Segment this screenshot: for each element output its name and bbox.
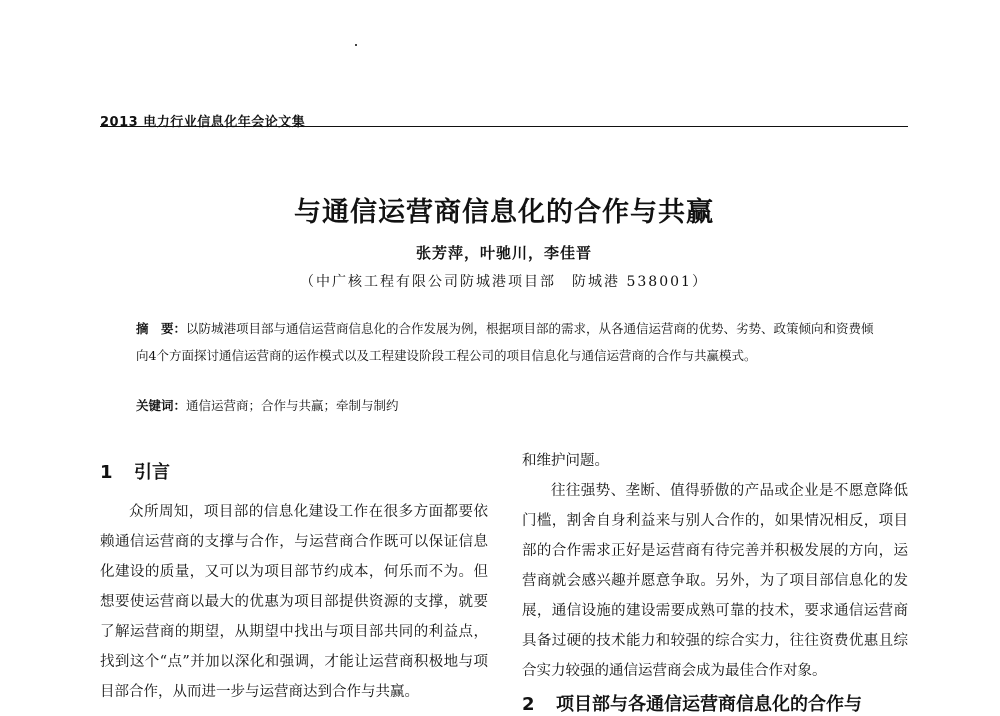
- right-column: [522, 446, 908, 686]
- affiliation: （中广核工程有限公司防城港项目部 防城港 538001）: [300, 274, 708, 290]
- section-2-number: 2: [522, 694, 535, 715]
- authors: 张芳萍，叶驰川，李佳晋: [415, 244, 592, 262]
- continued-text: 和维护问题。: [522, 453, 609, 469]
- section-1-paragraph: 众所周知，项目部的信息化建设工作在很多方面都要依赖通信运营商的支撑与合作，与运营商合作既可以保证信息化建设的质量，又可以为项目部节约成本，何乐而不为。但想要使运营商以最大的优惠为项目部提供资源的支撑，就要了解运营商的期望，从期望中找出与项目部共同的利益点，找到这个“点”并加以深化和强调，才能让运营商积极地与项目部合作，从而进一步与运营商达到合作与共赢。: [100, 504, 488, 700]
- running-head: 2013 电力行业信息化年会论文集: [100, 115, 306, 130]
- section-2-title: 项目部与各通信运营商信息化的合作与: [556, 694, 862, 715]
- section-1-title: 引言: [134, 462, 170, 483]
- header-rule: [100, 126, 908, 127]
- section-2-heading: [522, 690, 908, 716]
- keywords-text: 通信运营商；合作与共赢；牵制与制约: [186, 398, 399, 413]
- section-1-number: 1: [100, 462, 113, 483]
- abstract: [136, 316, 876, 369]
- abstract-label: 摘 要：: [136, 321, 187, 336]
- keywords-label: 关键词：: [136, 398, 187, 413]
- abstract-text: 以防城港项目部与通信运营商信息化的合作发展为例，根据项目部的需求，从各通信运营商的优势、劣势、政策倾向和资费倾向4个方面探讨通信运营商的运作模式以及工程建设阶段工程公司的项目信息化与通信运营商的合作与共赢模式。: [136, 321, 874, 363]
- stray-dot: [355, 44, 357, 46]
- paper-title: 与通信运营商信息化的合作与共赢: [294, 197, 714, 228]
- left-column: [100, 497, 488, 707]
- right-paragraph: 往往强势、垄断、值得骄傲的产品或企业是不愿意降低门槛，割舍自身利益来与别人合作的，如果情况相反，项目部的合作需求正好是运营商有待完善并积极发展的方向，运营商就会感兴趣并愿意争取。另外，为了项目部信息化的发展，通信设施的建设需要成熟可靠的技术，要求通信运营商具备过硬的技术能力和较强的综合实力，往往资费优惠且综合实力较强的通信运营商会成为最佳合作对象。: [522, 483, 908, 679]
- section-1-heading: [100, 458, 170, 484]
- keywords: [136, 395, 876, 417]
